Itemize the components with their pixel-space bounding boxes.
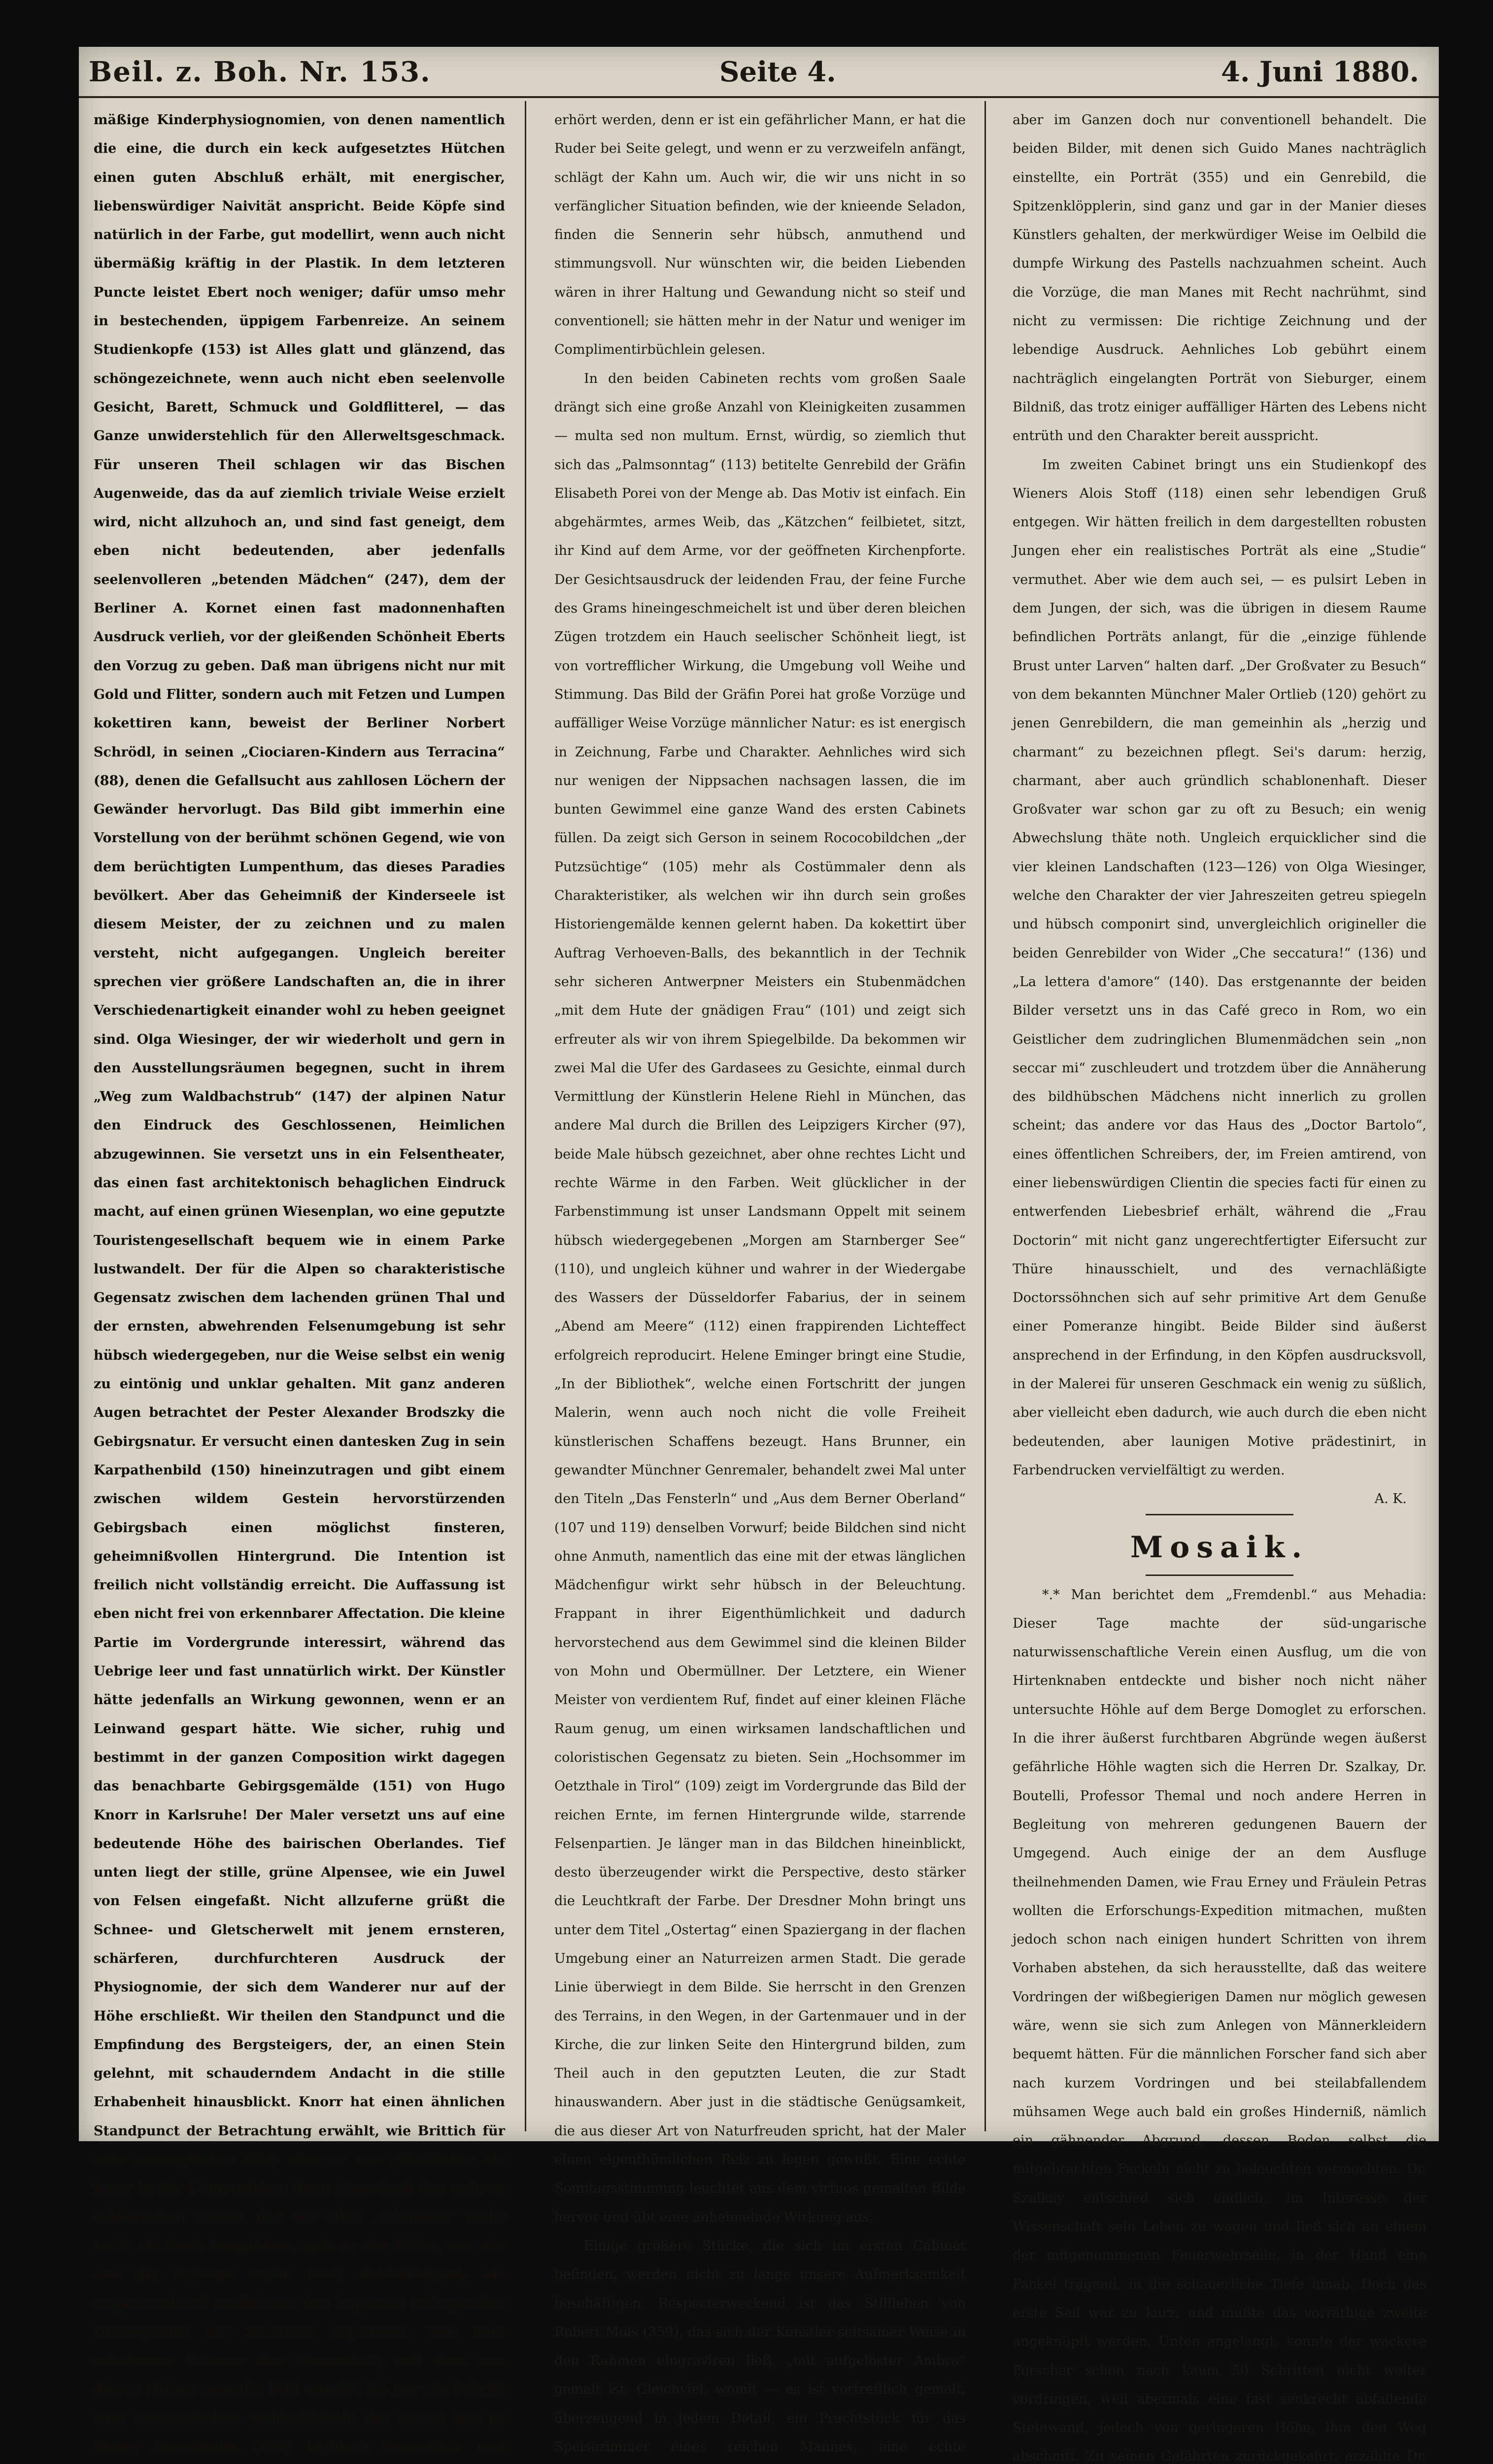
- header-date: 4. Juni 1880.: [1221, 56, 1419, 88]
- article-paragraph: Einige größere Stücke, die sich im ersten Cabinet befinden, werden nicht zu lange unsere Aufmerksamkeit beschäftigen. Respecterweckend ist das Stillleben von Robert Mols (359), das sich der Künstler seltsamer Weise in den Rahmen eingraviren ließ, „mit aufgelöster Ambra“ gemalt ist. Gleichviel, womit — es ist vortrefflich gemalt, überzeugend in jedem Detail, ein Prachtstück für das Speisezimmer eines reichen Mannes, eine echte: [554, 2238, 966, 2455]
- article-paragraph: erhört werden, denn er ist ein gefährlicher Mann, er hat die Ruder bei Seite gelegt, und wenn er zu verzweifeln anfängt, schlägt der Kahn um. Auch wir, die wir uns nicht in so verfänglicher Situation befinden, wie der knieende Seladon, finden die Sennerin sehr hübsch, anmuthend und stimmungsvoll. Nur wünschten wir, die beiden Liebenden wären in ihrer Haltung und Gewandung nicht so steif und conventionell; sie hätten mehr in der Natur und weniger im Complimentirbüchlein gelesen.: [554, 112, 966, 358]
- column-3: [1013, 106, 1426, 2464]
- header-issue: Beil. z. Boh. Nr. 153.: [89, 56, 431, 88]
- column-divider: [525, 101, 526, 2131]
- section-divider: [1146, 1574, 1293, 1576]
- column-2: [554, 106, 966, 2455]
- header-page-number: Seite 4.: [719, 56, 836, 88]
- page-header: [79, 47, 1439, 98]
- article-paragraph: Im zweiten Cabinet bringt uns ein Studienkopf des Wieners Alois Stoff (118) einen sehr lebendigen Gruß entgegen. Wir hätten freilich in dem dargestellten robusten Jungen eher ein realistisches Porträt als eine „Studie“ vermuthet. Aber wie dem auch sei, — es pulsirt Leben in dem Jungen, der sich, was die übrigen in diesem Raume befindlichen Porträts anlangt, für die „einzige fühlende Brust unter Larven“ halten darf. „Der Großvater zu Besuch“ von dem bekannten Münchner Maler Ortlieb (120) gehört zu jenen Genrebildern, die man gemeinhin als „herzig und charmant“ zu bezeichnen pflegt. Sei's darum: herzig, charmant, aber auch gründlich schablonenhaft. Dieser Großvater war schon gar zu oft zu Besuch; ein wenig Abwechslung thäte noth. Ungleich erquicklicher sind die vier kleinen Landschaften (123—126) von Olga Wiesinger, welche den Charakter der vier Jahreszeiten getreu spiegeln und hübsch componirt sind, unvergleichlich origineller die beiden Genrebilder von Wider „Che seccatura!“ (136) und „La lettera d'amore“ (140). Das erstgenannte der beiden Bilder versetzt uns in das Café greco in Rom, wo ein Geistlicher dem zudringlichen Blumenmädchen sein „non seccar mi“ zuschleudert und trotzdem über die Annäherung des bildhübschen Mädchens nicht innerlich zu grollen scheint; das andere vor das Haus des „Doctor Bartolo“, eines öffentlichen Schreibers, der, im Freien amtirend, von einer liebenswürdigen Clientin die species facti für einen zu entwerfenden Liebesbrief erhält, während die „Frau Doctorin“ mit nicht ganz ungerechtfertigter Eifersucht zur Thüre hinausschielt, und des vernachläßigte Doctorssöhnchen sich auf sehr primitive Art dem Genuße einer Pomeranze hingibt. Beide Bilder sind äußerst ansprechend in der Erfindung, in den Köpfen ausdrucksvoll, in der Malerei für unseren Geschmack ein wenig zu süßlich, aber vielleicht eben dadurch, wie auch durch die eben nicht bedeutenden, aber launigen Motive prädestinirt, in Farbendrucken vervielfältigt zu werden.: [1013, 457, 1426, 1478]
- column-divider: [984, 101, 986, 2131]
- column-1: [94, 106, 505, 2455]
- mosaik-paragraph: *.* Man berichtet dem „Fremdenbl.“ aus Mehadia: Dieser Tage machte der süd-ungarische naturwissenschaftliche Verein einen Ausflug, um die von Hirtenknaben entdeckte und bisher noch nicht näher untersuchte Höhle auf dem Berge Domoglet zu erforschen. In die ihrer äußerst furchtbaren Abgründe wegen äußerst gefährliche Höhle wagten sich die Herren Dr. Szalkay, Dr. Boutelli, Professor Themal und noch andere Herren in Begleitung von mehreren gedungenen Bauern der Umgegend. Auch einige der an dem Ausfluge theilnehmenden Damen, wie Frau Erney und Fräulein Petras wollten die Erforschungs-Expedition mitmachen, mußten jedoch schon nach einigen hundert Schritten von ihrem Vorhaben abstehen, da sich herausstellte, daß das weitere Vordringen der wißbegierigen Damen nur möglich gewesen wäre, wenn sie sich zum Anlegen von Männerkleidern bequemt hätten. Für die männlichen Forscher fand sich aber nach kurzem Vordringen und bei steilabfallendem mühsamen Wege auch bald ein großes Hinderniß, nämlich ein gähnender Abgrund, dessen Boden selbst die mitgebrachten Fackeln nicht zu beleuchten vermochten. Dr. Szalkay entschied sich endlich, im Interesse der Wissenschaft sein Leben zu wagen und ließ sich an einem der mitgenommenen Feuerwehrseile, in der Hand eine Fackel tragend, in die schauerliche Tiefe hinab. Doch das erste Seil war zu kurz, und mußte das vorräthige zweite angeknüpft werden. Unten angelangt, konnte der wackere Forscher schon nach kaum 50 Schritten nicht weiter vordringen, weil abermals eine fast senkrecht abfallende Steinwand, jedoch von geringeren Höhe, ihm den Weg abschnitt. Zu seinen Gefährten zurückgekehrt, erzählte Dr.: [1013, 1587, 1426, 2464]
- article-signature: A. K.: [1374, 1491, 1407, 1507]
- newspaper-page: [79, 47, 1439, 2464]
- article-paragraph: aber im Ganzen doch nur conventionell behandelt. Die beiden Bilder, mit denen sich Guido Manes nachträglich einstellte, ein Porträt (355) und ein Genrebild, die Spitzenklöpplerin, sind ganz und gar in der Manier dieses Künstlers gehalten, der merkwürdiger Weise im Oelbild die dumpfe Wirkung des Pastells nachzuahmen scheint. Auch die Vorzüge, die man Manes mit Recht nachrühmt, sind nicht zu vermissen: Die richtige Zeichnung und der lebendige Ausdruck. Aehnliches Lob gebührt einem nachträglich eingelangten Porträt von Sieburger, einem Bildniß, das trotz einiger auffälliger Härten des Lebens nicht entrüth und den Charakter bereit ausspricht.: [1013, 112, 1426, 444]
- section-heading-mosaik: Mosaik.: [1130, 1530, 1309, 1565]
- section-divider: [1146, 1514, 1293, 1515]
- article-paragraph: mäßige Kinderphysiognomien, von denen namentlich die eine, die durch ein keck aufgesetztes Hütchen einen guten Abschluß erhält, mit energischer, liebenswürdiger Naivität anspricht. Beide Köpfe sind natürlich in der Farbe, gut modellirt, wenn auch nicht übermäßig kräftig in der Plastik. In dem letzteren Puncte leistet Ebert noch weniger; dafür umso mehr in bestechenden, üppigem Farbenreize. An seinem Studienkopfe (153) ist Alles glatt und glänzend, das schöngezeichnete, wenn auch nicht eben seelenvolle Gesicht, Barett, Schmuck und Goldflitterel, — das Ganze unwiderstehlich für den Allerweltsgeschmack. Für unseren Theil schlagen wir das Bischen Augenweide, das da auf ziemlich triviale Weise erzielt wird, nicht allzuhoch an, und sind fast geneigt, dem eben nicht bedeutenden, aber jedenfalls seelenvolleren „betenden Mädchen“ (247), dem der Berliner A. Kornet einen fast madonnenhaften Ausdruck verlieh, vor der gleißenden Schönheit Eberts den Vorzug zu geben. Daß man übrigens nicht nur mit Gold und Flitter, sondern auch mit Fetzen und Lumpen kokettiren kann, beweist der Berliner Norbert Schrödl, in seinen „Ciociaren-Kindern aus Terracina“ (88), denen die Gefallsucht aus zahllosen Löchern der Gewänder hervorlugt. Das Bild gibt immerhin eine Vorstellung von der berühmt schönen Gegend, wie von dem berüchtigten Lumpenthum, das dieses Paradies bevölkert. Aber das Geheimniß der Kinderseele ist diesem Meister, der zu zeichnen und zu malen versteht, nicht aufgegangen. Ungleich bereiter sprechen vier größere Landschaften an, die in ihrer Verschiedenartigkeit einander wohl zu heben geeignet sind. Olga Wiesinger, der wir wiederholt und gern in den Ausstellungsräumen begegnen, sucht in ihrem „Weg zum Waldbachstrub“ (147) der alpinen Natur den Eindruck des Geschlossenen, Heimlichen abzugewinnen. Sie versetzt uns in ein Felsentheater, das einen fast architektonisch behaglichen Eindruck macht, auf einen grünen Wiesenplan, wo eine geputzte Touristengesellschaft bequem wie in einem Parke lustwandelt. Der für die Alpen so charakteristische Gegensatz zwischen dem lachenden grünen Thal und der ernsten, abwehrenden Felsenumgebung ist sehr hübsch wiedergegeben, nur die Weise selbst ein wenig zu eintönig und unklar gehalten. Mit ganz anderen Augen betrachtet der Pester Alexander Brodszky die Gebirgsnatur. Er versucht einen dantesken Zug in sein Karpathenbild (150) hineinzutragen und gibt einem zwischen wildem Gestein hervorstürzenden Gebirgsbach einen möglichst finsteren, geheimnißvollen Hintergrund. Die Intention ist freilich nicht vollständig erreicht. Die Auffassung ist eben nicht frei von erkennbarer Affectation. Die kleine Partie im Vordergrunde interessirt, während das Uebrige leer und fast unnatürlich wirkt. Der Künstler hätte jedenfalls an Wirkung gewonnen, wenn er an Leinwand gespart hätte. Wie sicher, ruhig und bestimmt in der ganzen Composition wirkt dagegen das benachbarte Gebirgsgemälde (151) von Hugo Knorr in Karlsruhe! Der Maler versetzt uns auf eine bedeutende Höhe des bairischen Oberlandes. Tief unten liegt der stille, grüne Alpensee, wie ein Juwel von Felsen eingefaßt. Nicht allzuferne grüßt die Schnee- und Gletscherwelt mit jenem ernsteren, schärferen, durchfurchteren Ausdruck der Physiognomie, der sich dem Wanderer nur auf der Höhe erschließt. Wir theilen den Standpunct und die Empfindung des Bergsteigers, der, an einen Stein gelehnt, mit schauderndem Andacht in die stille Erhabenheit hinausblickt. Knorr hat einen ähnlichen Standpunct der Betrachtung erwählt, wie Brittich für sein norwegisches Bild; aber er war glücklicher als jener in der Composition; denn eingedenk des wahren Göthe'schen Satzes, daß wir alles „Erhabene“ mehr hoch als breit imaginiren, gab er der Höhe, vor der aus die Gebirge mehr breit dahinfließend, als emporstrebend erscheinen, den imposant aufragenden Hintergrund der höchsten Alpenwelt. Von dem erhabenen Schauer der Einsamkeit, mit dem uns dieses virtuos gemalte Bild umgibt, ist nur ein Schritt zum sommerlichen Waldeslächeln der Natur, wie es Fanny Assenbaum (156) idyllisch freundlich und: [94, 112, 505, 2455]
- article-paragraph: In den beiden Cabineten rechts vom großen Saale drängt sich eine große Anzahl von Kleinigkeiten zusammen — multa sed non multum. Ernst, würdig, so ziemlich thut sich das „Palmsonntag“ (113) betitelte Genrebild der Gräfin Elisabeth Porei von der Menge ab. Das Motiv ist einfach. Ein abgehärmtes, armes Weib, das „Kätzchen“ feilbietet, sitzt, ihr Kind auf dem Arme, vor der geöffneten Kirchenpforte. Der Gesichtsausdruck der leidenden Frau, der feine Furche des Grams hineingeschmeichelt ist und über deren bleichen Zügen trotzdem ein Hauch seelischer Schönheit liegt, ist von vortrefflicher Wirkung, die Umgebung voll Weihe und Stimmung. Das Bild der Gräfin Porei hat große Vorzüge und auffälliger Weise Vorzüge männlicher Natur: es ist energisch in Zeichnung, Farbe und Charakter. Aehnliches wird sich nur wenigen der Nippsachen nachsagen lassen, die im bunten Gewimmel eine ganze Wand des ersten Cabinets füllen. Da zeigt sich Gerson in seinem Rococobildchen „der Putzsüchtige“ (105) mehr als Costümmaler denn als Charakteristiker, als welchen wir ihn durch sein großes Historiengemälde kennen gelernt haben. Da kokettirt über Auftrag Verhoeven-Balls, des bekanntlich in der Technik sehr sicheren Antwerpner Meisters ein Stubenmädchen „mit dem Hute der gnädigen Frau“ (101) und zeigt sich erfreuter als wir von ihrem Spiegelbilde. Da bekommen wir zwei Mal die Ufer des Gardasees zu Gesichte, einmal durch Vermittlung der Künstlerin Helene Riehl in München, das andere Mal durch die Brillen des Leipzigers Kircher (97), beide Male hübsch gezeichnet, aber ohne rechtes Licht und rechte Wärme in den Farben. Weit glücklicher in der Farbenstimmung ist unser Landsmann Oppelt mit seinem hübsch wiedergegebenen „Morgen am Starnberger See“ (110), und ungleich kühner und wahrer in der Wiedergabe des Wassers der Düsseldorfer Fabarius, der in seinem „Abend am Meere“ (112) einen frappirenden Lichteffect erfolgreich reproducirt. Helene Eminger bringt eine Studie, „In der Bibliothek“, welche einen Fortschritt der jungen Malerin, wenn auch noch nicht die volle Freiheit künstlerischen Schaffens bezeugt. Hans Brunner, ein gewandter Münchner Genremaler, behandelt zwei Mal unter den Titeln „Das Fensterln“ und „Aus dem Berner Oberland“ (107 und 119) denselben Vorwurf; beide Bildchen sind nicht ohne Anmuth, namentlich das eine mit der etwas länglichen Mädchenfigur wirkt sehr hübsch in der Beleuchtung. Frappant in ihrer Eigenthümlichkeit und dadurch hervorstechend aus dem Gewimmel sind die kleinen Bilder von Mohn und Obermüllner. Der Letztere, ein Wiener Meister von verdientem Ruf, findet auf einer kleinen Fläche Raum genug, um einen wirksamen landschaftlichen und coloristischen Gegensatz zu bieten. Sein „Hochsommer im Oetzthale in Tirol“ (109) zeigt im Vordergrunde das Bild der reichen Ernte, im fernen Hintergrunde wilde, starrende Felsenpartien. Je länger man in das Bildchen hineinblickt, desto überzeugender wirkt die Perspective, desto stärker die Leuchtkraft der Farbe. Der Dresdner Mohn bringt uns unter dem Titel „Ostertag“ einen Spaziergang in der flachen Umgebung einer an Naturreizen armen Stadt. Die gerade Linie überwiegt in dem Bilde. Sie herrscht in den Grenzen des Terrains, in den Wegen, in der Gartenmauer und in der Kirche, die zur linken Seite den Hintergrund bilden, zum Theil auch in den geputzten Leuten, die zur Stadt hinauswandern. Aber just in die städtische Genügsamkeit, die aus dieser Art von Naturfreuden spricht, hat der Maler einen eigenthümlichen Reiz zu legen gewußt. Eine echte Sonntagsstimmung leuchtet aus dem virtuos gemalten Bilde hervor und übt eine anheimelnde Wirkung aus.: [554, 371, 966, 2225]
